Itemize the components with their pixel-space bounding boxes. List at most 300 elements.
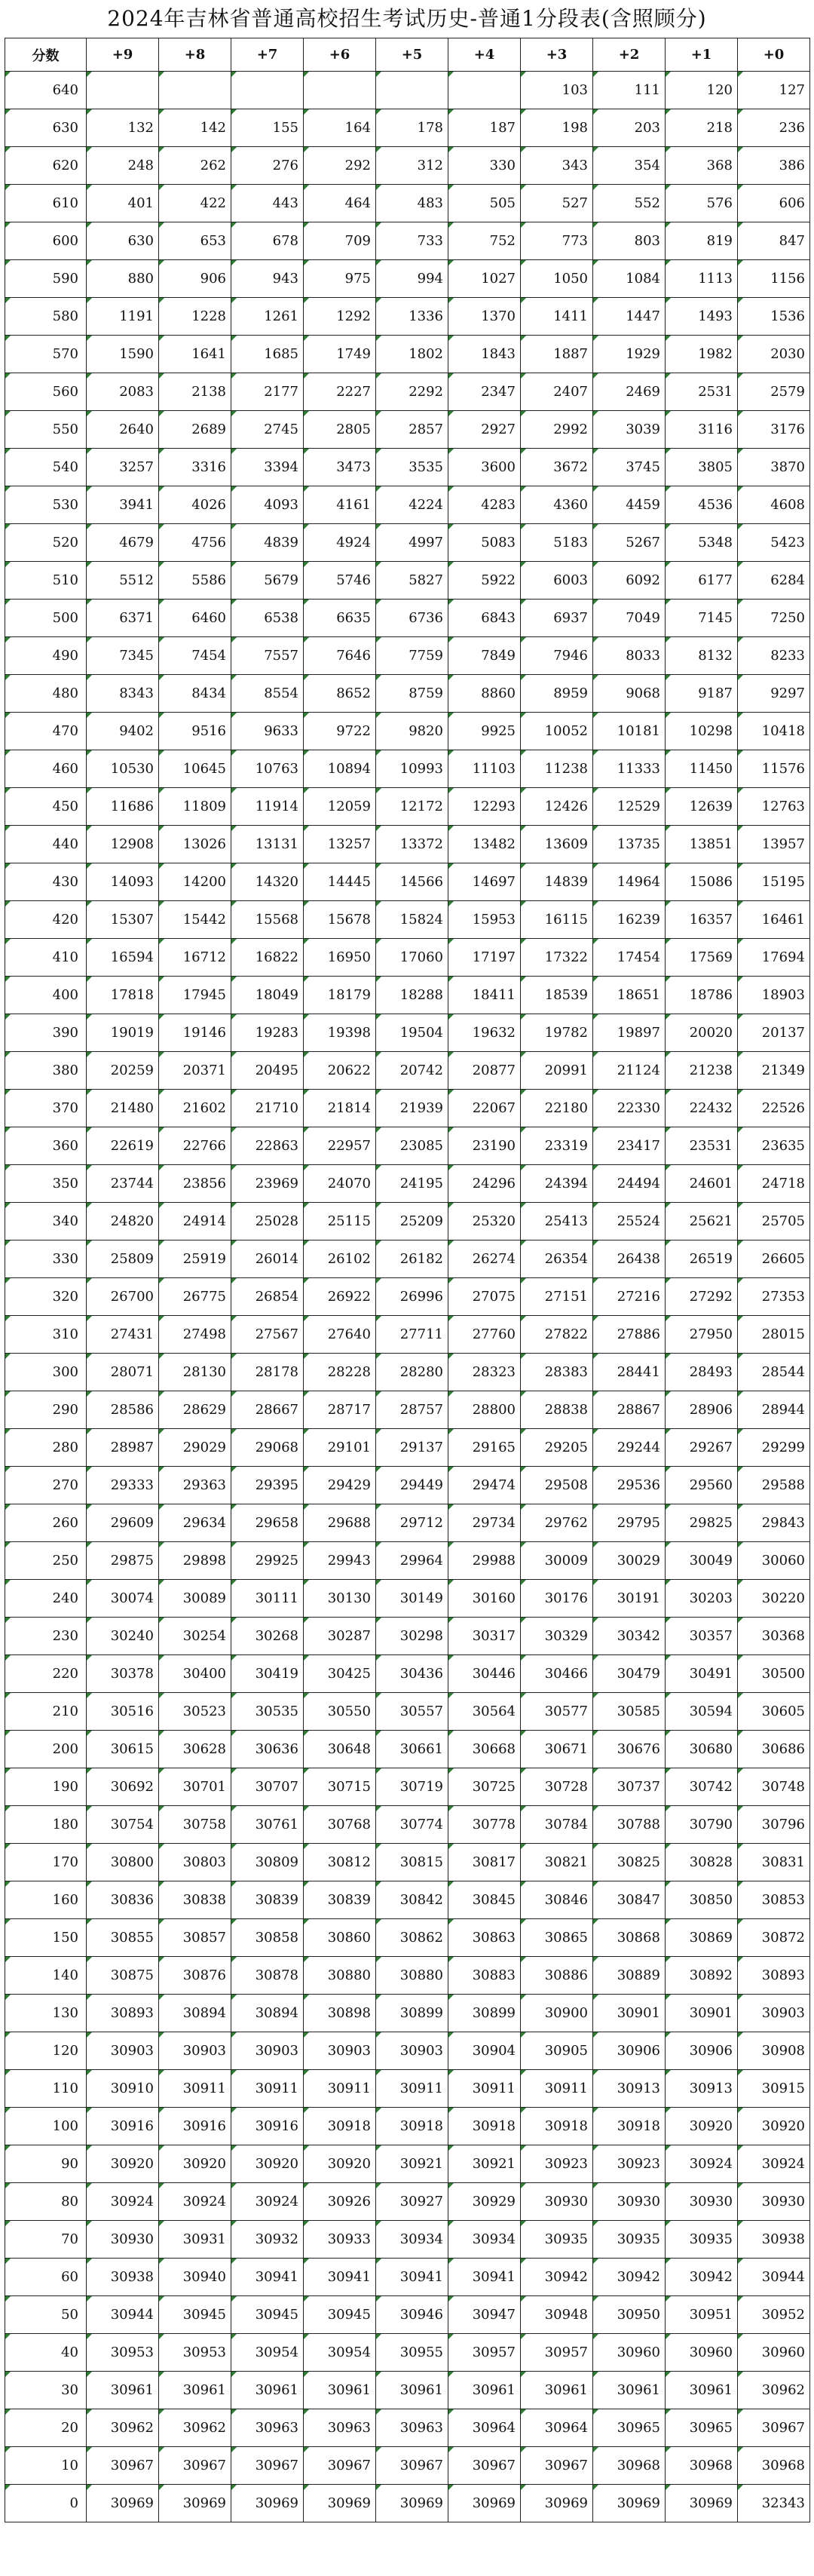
- count-cell: 30872: [738, 1919, 810, 1957]
- count-cell: 30946: [376, 2296, 448, 2334]
- count-cell: 27151: [521, 1278, 593, 1316]
- count-cell: 26605: [738, 1240, 810, 1278]
- count-cell: 30923: [521, 2145, 593, 2183]
- count-cell: 8860: [448, 675, 521, 713]
- count-cell: 30268: [231, 1618, 304, 1655]
- score-cell: 10: [5, 2447, 87, 2485]
- table-row: [5, 863, 810, 901]
- count-cell: 30930: [521, 2183, 593, 2221]
- count-cell: 3039: [593, 411, 666, 449]
- count-cell: 30904: [448, 2032, 521, 2070]
- count-cell: 30957: [448, 2334, 521, 2372]
- count-cell: 30862: [376, 1919, 448, 1957]
- count-cell: 11809: [159, 788, 231, 826]
- count-cell: 7145: [666, 600, 738, 637]
- count-cell: 30899: [448, 1995, 521, 2032]
- count-cell: 29843: [738, 1504, 810, 1542]
- count-cell: 5746: [304, 562, 376, 600]
- count-cell: 30969: [231, 2485, 304, 2522]
- score-cell: 140: [5, 1957, 87, 1995]
- count-cell: 30803: [159, 1844, 231, 1881]
- table-row: [5, 411, 810, 449]
- count-cell: 276: [231, 147, 304, 185]
- count-cell: 30918: [304, 2108, 376, 2145]
- count-cell: 30913: [593, 2070, 666, 2108]
- table-row: [5, 1014, 810, 1052]
- count-cell: 10993: [376, 750, 448, 788]
- count-cell: 30754: [87, 1806, 159, 1844]
- count-cell: 1084: [593, 260, 666, 298]
- count-cell: 23969: [231, 1165, 304, 1203]
- count-cell: 5423: [738, 524, 810, 562]
- count-cell: 23190: [448, 1127, 521, 1165]
- count-cell: 11238: [521, 750, 593, 788]
- count-cell: 30400: [159, 1655, 231, 1693]
- count-cell: 30557: [376, 1693, 448, 1731]
- count-cell: 26274: [448, 1240, 521, 1278]
- count-cell: 752: [448, 222, 521, 260]
- count-cell: 943: [231, 260, 304, 298]
- count-cell: 30836: [87, 1881, 159, 1919]
- score-cell: 380: [5, 1052, 87, 1090]
- count-cell: 15307: [87, 901, 159, 939]
- count-cell: 7557: [231, 637, 304, 675]
- table-row: [5, 2108, 810, 2145]
- count-cell: 6177: [666, 562, 738, 600]
- count-cell: 30915: [738, 2070, 810, 2108]
- count-cell: 30342: [593, 1618, 666, 1655]
- score-cell: 40: [5, 2334, 87, 2372]
- count-cell: 29395: [231, 1467, 304, 1504]
- table-row: [5, 72, 810, 109]
- table-row: [5, 2259, 810, 2296]
- count-cell: 30969: [593, 2485, 666, 2522]
- count-cell: 30707: [231, 1768, 304, 1806]
- count-cell: 19632: [448, 1014, 521, 1052]
- count-cell: 4997: [376, 524, 448, 562]
- count-cell: 26102: [304, 1240, 376, 1278]
- count-cell: 30967: [159, 2447, 231, 2485]
- count-cell: 4608: [738, 486, 810, 524]
- count-cell: 30969: [666, 2485, 738, 2522]
- count-cell: 30436: [376, 1655, 448, 1693]
- count-cell: 26519: [666, 1240, 738, 1278]
- count-cell: 30916: [87, 2108, 159, 2145]
- count-cell: 3672: [521, 449, 593, 486]
- table-row: [5, 2032, 810, 2070]
- count-cell: 21939: [376, 1090, 448, 1127]
- count-cell: 1536: [738, 298, 810, 336]
- count-cell: 236: [738, 109, 810, 147]
- count-cell: 29634: [159, 1504, 231, 1542]
- count-cell: 27822: [521, 1316, 593, 1354]
- count-cell: 29508: [521, 1467, 593, 1504]
- count-cell: 30905: [521, 2032, 593, 2070]
- table-row: [5, 2334, 810, 2372]
- count-cell: 30425: [304, 1655, 376, 1693]
- count-cell: 18786: [666, 977, 738, 1014]
- count-cell: 29943: [304, 1542, 376, 1580]
- count-cell: 30831: [738, 1844, 810, 1881]
- count-cell: 26354: [521, 1240, 593, 1278]
- count-cell: 30961: [376, 2372, 448, 2409]
- count-cell: 30967: [448, 2447, 521, 2485]
- column-header-score: 分数: [5, 38, 87, 72]
- count-cell: 4679: [87, 524, 159, 562]
- count-cell: 11333: [593, 750, 666, 788]
- table-row: [5, 2409, 810, 2447]
- count-cell: 22526: [738, 1090, 810, 1127]
- score-cell: 220: [5, 1655, 87, 1693]
- count-cell: 3394: [231, 449, 304, 486]
- count-cell: 3870: [738, 449, 810, 486]
- count-cell: 330: [448, 147, 521, 185]
- count-cell: 30969: [159, 2485, 231, 2522]
- count-cell: 1590: [87, 336, 159, 373]
- count-cell: 29609: [87, 1504, 159, 1542]
- count-cell: 3116: [666, 411, 738, 449]
- count-cell: 29029: [159, 1429, 231, 1467]
- count-cell: 30961: [87, 2372, 159, 2409]
- count-cell: 30839: [231, 1881, 304, 1919]
- score-cell: 520: [5, 524, 87, 562]
- count-cell: 30886: [521, 1957, 593, 1995]
- count-cell: 18903: [738, 977, 810, 1014]
- table-row: [5, 562, 810, 600]
- count-cell: 30889: [593, 1957, 666, 1995]
- score-cell: 30: [5, 2372, 87, 2409]
- count-cell: 30964: [521, 2409, 593, 2447]
- count-cell: 30903: [304, 2032, 376, 2070]
- count-cell: 30955: [376, 2334, 448, 2372]
- count-cell: 30961: [593, 2372, 666, 2409]
- count-cell: 26014: [231, 1240, 304, 1278]
- count-cell: 30800: [87, 1844, 159, 1881]
- count-cell: 30930: [593, 2183, 666, 2221]
- count-cell: 4224: [376, 486, 448, 524]
- count-cell: 30924: [738, 2145, 810, 2183]
- score-cell: 120: [5, 2032, 87, 2070]
- count-cell: 19146: [159, 1014, 231, 1052]
- count-cell: 29068: [231, 1429, 304, 1467]
- count-cell: 30924: [87, 2183, 159, 2221]
- count-cell: 24394: [521, 1165, 593, 1203]
- score-cell: 470: [5, 713, 87, 750]
- count-cell: 22432: [666, 1090, 738, 1127]
- score-cell: 160: [5, 1881, 87, 1919]
- count-cell: 30945: [231, 2296, 304, 2334]
- count-cell: 29474: [448, 1467, 521, 1504]
- count-cell: 18651: [593, 977, 666, 1014]
- count-cell: 29734: [448, 1504, 521, 1542]
- count-cell: 24820: [87, 1203, 159, 1240]
- count-cell: 30951: [666, 2296, 738, 2334]
- count-cell: 30668: [448, 1731, 521, 1768]
- count-cell: 23531: [666, 1127, 738, 1165]
- count-cell: 25028: [231, 1203, 304, 1240]
- count-cell: 28015: [738, 1316, 810, 1354]
- count-cell: 28280: [376, 1354, 448, 1391]
- count-cell: 30923: [593, 2145, 666, 2183]
- count-cell: 773: [521, 222, 593, 260]
- count-cell: 975: [304, 260, 376, 298]
- count-cell: 3257: [87, 449, 159, 486]
- count-cell: 27216: [593, 1278, 666, 1316]
- count-cell: 30918: [593, 2108, 666, 2145]
- count-cell: 25209: [376, 1203, 448, 1240]
- count-cell: 2927: [448, 411, 521, 449]
- table-row: [5, 1731, 810, 1768]
- count-cell: 30825: [593, 1844, 666, 1881]
- score-cell: 620: [5, 147, 87, 185]
- count-cell: 15086: [666, 863, 738, 901]
- count-cell: 17569: [666, 939, 738, 977]
- count-cell: 30060: [738, 1542, 810, 1580]
- count-cell: 30863: [448, 1919, 521, 1957]
- count-cell: 20020: [666, 1014, 738, 1052]
- count-cell: 2083: [87, 373, 159, 411]
- count-cell: 30903: [159, 2032, 231, 2070]
- count-cell: 30883: [448, 1957, 521, 1995]
- count-cell: 218: [666, 109, 738, 147]
- table-row: [5, 1844, 810, 1881]
- score-cell: 580: [5, 298, 87, 336]
- count-cell: [87, 72, 159, 109]
- count-cell: 28586: [87, 1391, 159, 1429]
- count-cell: 2138: [159, 373, 231, 411]
- count-cell: 30317: [448, 1618, 521, 1655]
- count-cell: 354: [593, 147, 666, 185]
- count-cell: 30089: [159, 1580, 231, 1618]
- count-cell: 30921: [376, 2145, 448, 2183]
- count-cell: 9925: [448, 713, 521, 750]
- count-cell: 30254: [159, 1618, 231, 1655]
- count-cell: 30758: [159, 1806, 231, 1844]
- score-cell: 360: [5, 1127, 87, 1165]
- count-cell: 30605: [738, 1693, 810, 1731]
- count-cell: 155: [231, 109, 304, 147]
- count-cell: 20259: [87, 1052, 159, 1090]
- count-cell: 30920: [738, 2108, 810, 2145]
- count-cell: 30910: [87, 2070, 159, 2108]
- count-cell: 30931: [159, 2221, 231, 2259]
- count-cell: 14964: [593, 863, 666, 901]
- count-cell: 30701: [159, 1768, 231, 1806]
- count-cell: 6371: [87, 600, 159, 637]
- count-cell: 6460: [159, 600, 231, 637]
- count-cell: 30964: [448, 2409, 521, 2447]
- score-cell: 290: [5, 1391, 87, 1429]
- count-cell: 1292: [304, 298, 376, 336]
- count-cell: 30960: [666, 2334, 738, 2372]
- count-cell: 28944: [738, 1391, 810, 1429]
- count-cell: 12059: [304, 788, 376, 826]
- score-cell: 640: [5, 72, 87, 109]
- table-row: [5, 2145, 810, 2183]
- score-cell: 320: [5, 1278, 87, 1316]
- table-row: [5, 1504, 810, 1542]
- table-row: [5, 1391, 810, 1429]
- count-cell: 19782: [521, 1014, 593, 1052]
- count-cell: 30149: [376, 1580, 448, 1618]
- count-cell: 30942: [593, 2259, 666, 2296]
- count-cell: 19398: [304, 1014, 376, 1052]
- count-cell: 30911: [304, 2070, 376, 2108]
- count-cell: 30892: [666, 1957, 738, 1995]
- count-cell: 1370: [448, 298, 521, 336]
- count-cell: 30942: [666, 2259, 738, 2296]
- count-cell: 26854: [231, 1278, 304, 1316]
- count-cell: 7946: [521, 637, 593, 675]
- score-cell: 400: [5, 977, 87, 1014]
- score-cell: 0: [5, 2485, 87, 2522]
- count-cell: 20742: [376, 1052, 448, 1090]
- table-row: [5, 1429, 810, 1467]
- count-cell: 30111: [231, 1580, 304, 1618]
- count-cell: 7454: [159, 637, 231, 675]
- count-cell: 30368: [738, 1618, 810, 1655]
- count-cell: 10530: [87, 750, 159, 788]
- count-cell: 24718: [738, 1165, 810, 1203]
- count-cell: 30868: [593, 1919, 666, 1957]
- count-cell: 30903: [231, 2032, 304, 2070]
- table-row: [5, 1618, 810, 1655]
- count-cell: 30911: [521, 2070, 593, 2108]
- count-cell: 1843: [448, 336, 521, 373]
- count-cell: 1336: [376, 298, 448, 336]
- count-cell: 4283: [448, 486, 521, 524]
- count-cell: 19283: [231, 1014, 304, 1052]
- score-cell: 330: [5, 1240, 87, 1278]
- count-cell: 30918: [448, 2108, 521, 2145]
- count-cell: 552: [593, 185, 666, 222]
- table-row: [5, 750, 810, 788]
- count-cell: 13851: [666, 826, 738, 863]
- count-cell: 16115: [521, 901, 593, 939]
- count-cell: 30893: [87, 1995, 159, 2032]
- table-row: [5, 1127, 810, 1165]
- count-cell: 505: [448, 185, 521, 222]
- count-cell: 12426: [521, 788, 593, 826]
- count-cell: 30628: [159, 1731, 231, 1768]
- count-cell: 12908: [87, 826, 159, 863]
- count-cell: 30719: [376, 1768, 448, 1806]
- count-cell: 8554: [231, 675, 304, 713]
- count-cell: 14697: [448, 863, 521, 901]
- count-cell: 30962: [159, 2409, 231, 2447]
- count-cell: 30847: [593, 1881, 666, 1919]
- count-cell: 5083: [448, 524, 521, 562]
- count-cell: 30585: [593, 1693, 666, 1731]
- count-cell: 30815: [376, 1844, 448, 1881]
- count-cell: 30240: [87, 1618, 159, 1655]
- count-cell: 8652: [304, 675, 376, 713]
- count-cell: 30550: [304, 1693, 376, 1731]
- count-cell: 10763: [231, 750, 304, 788]
- count-cell: 30969: [376, 2485, 448, 2522]
- count-cell: 30900: [521, 1995, 593, 2032]
- count-cell: [231, 72, 304, 109]
- count-cell: 30940: [159, 2259, 231, 2296]
- table-row: [5, 524, 810, 562]
- count-cell: 6538: [231, 600, 304, 637]
- count-cell: 30523: [159, 1693, 231, 1731]
- score-cell: 210: [5, 1693, 87, 1731]
- count-cell: 4459: [593, 486, 666, 524]
- count-cell: 2745: [231, 411, 304, 449]
- count-cell: 23635: [738, 1127, 810, 1165]
- count-cell: [448, 72, 521, 109]
- score-cell: 540: [5, 449, 87, 486]
- count-cell: 30357: [666, 1618, 738, 1655]
- count-cell: 30850: [666, 1881, 738, 1919]
- count-cell: 10418: [738, 713, 810, 750]
- count-cell: 26438: [593, 1240, 666, 1278]
- count-cell: 30938: [87, 2259, 159, 2296]
- count-cell: 5827: [376, 562, 448, 600]
- score-cell: 440: [5, 826, 87, 863]
- count-cell: 30927: [376, 2183, 448, 2221]
- count-cell: 21124: [593, 1052, 666, 1090]
- count-cell: 1982: [666, 336, 738, 373]
- count-cell: 29363: [159, 1467, 231, 1504]
- count-cell: 30761: [231, 1806, 304, 1844]
- score-cell: 310: [5, 1316, 87, 1354]
- count-cell: 11103: [448, 750, 521, 788]
- count-cell: 26700: [87, 1278, 159, 1316]
- count-cell: 29165: [448, 1429, 521, 1467]
- count-cell: 1228: [159, 298, 231, 336]
- score-cell: 100: [5, 2108, 87, 2145]
- count-cell: 30918: [521, 2108, 593, 2145]
- score-cell: 190: [5, 1768, 87, 1806]
- column-header-offset: +3: [521, 38, 593, 72]
- table-row: [5, 977, 810, 1014]
- count-cell: 28071: [87, 1354, 159, 1391]
- table-row: [5, 298, 810, 336]
- count-cell: 30934: [448, 2221, 521, 2259]
- count-cell: 29299: [738, 1429, 810, 1467]
- count-cell: 21349: [738, 1052, 810, 1090]
- count-cell: 30969: [304, 2485, 376, 2522]
- count-cell: 30049: [666, 1542, 738, 1580]
- table-row: [5, 1052, 810, 1090]
- count-cell: 30963: [231, 2409, 304, 2447]
- score-cell: 510: [5, 562, 87, 600]
- count-cell: 13026: [159, 826, 231, 863]
- count-cell: 29137: [376, 1429, 448, 1467]
- table-row: [5, 1542, 810, 1580]
- count-cell: 16950: [304, 939, 376, 977]
- count-cell: 26996: [376, 1278, 448, 1316]
- count-cell: 30287: [304, 1618, 376, 1655]
- score-cell: 350: [5, 1165, 87, 1203]
- count-cell: 30967: [376, 2447, 448, 2485]
- count-cell: 17694: [738, 939, 810, 977]
- score-cell: 280: [5, 1429, 87, 1467]
- count-cell: 30845: [448, 1881, 521, 1919]
- count-cell: 29449: [376, 1467, 448, 1504]
- count-cell: 25705: [738, 1203, 810, 1240]
- count-cell: 30648: [304, 1731, 376, 1768]
- count-cell: 5267: [593, 524, 666, 562]
- count-cell: 30948: [521, 2296, 593, 2334]
- count-cell: 22957: [304, 1127, 376, 1165]
- score-cell: 590: [5, 260, 87, 298]
- count-cell: 22766: [159, 1127, 231, 1165]
- table-row: [5, 600, 810, 637]
- count-cell: 25621: [666, 1203, 738, 1240]
